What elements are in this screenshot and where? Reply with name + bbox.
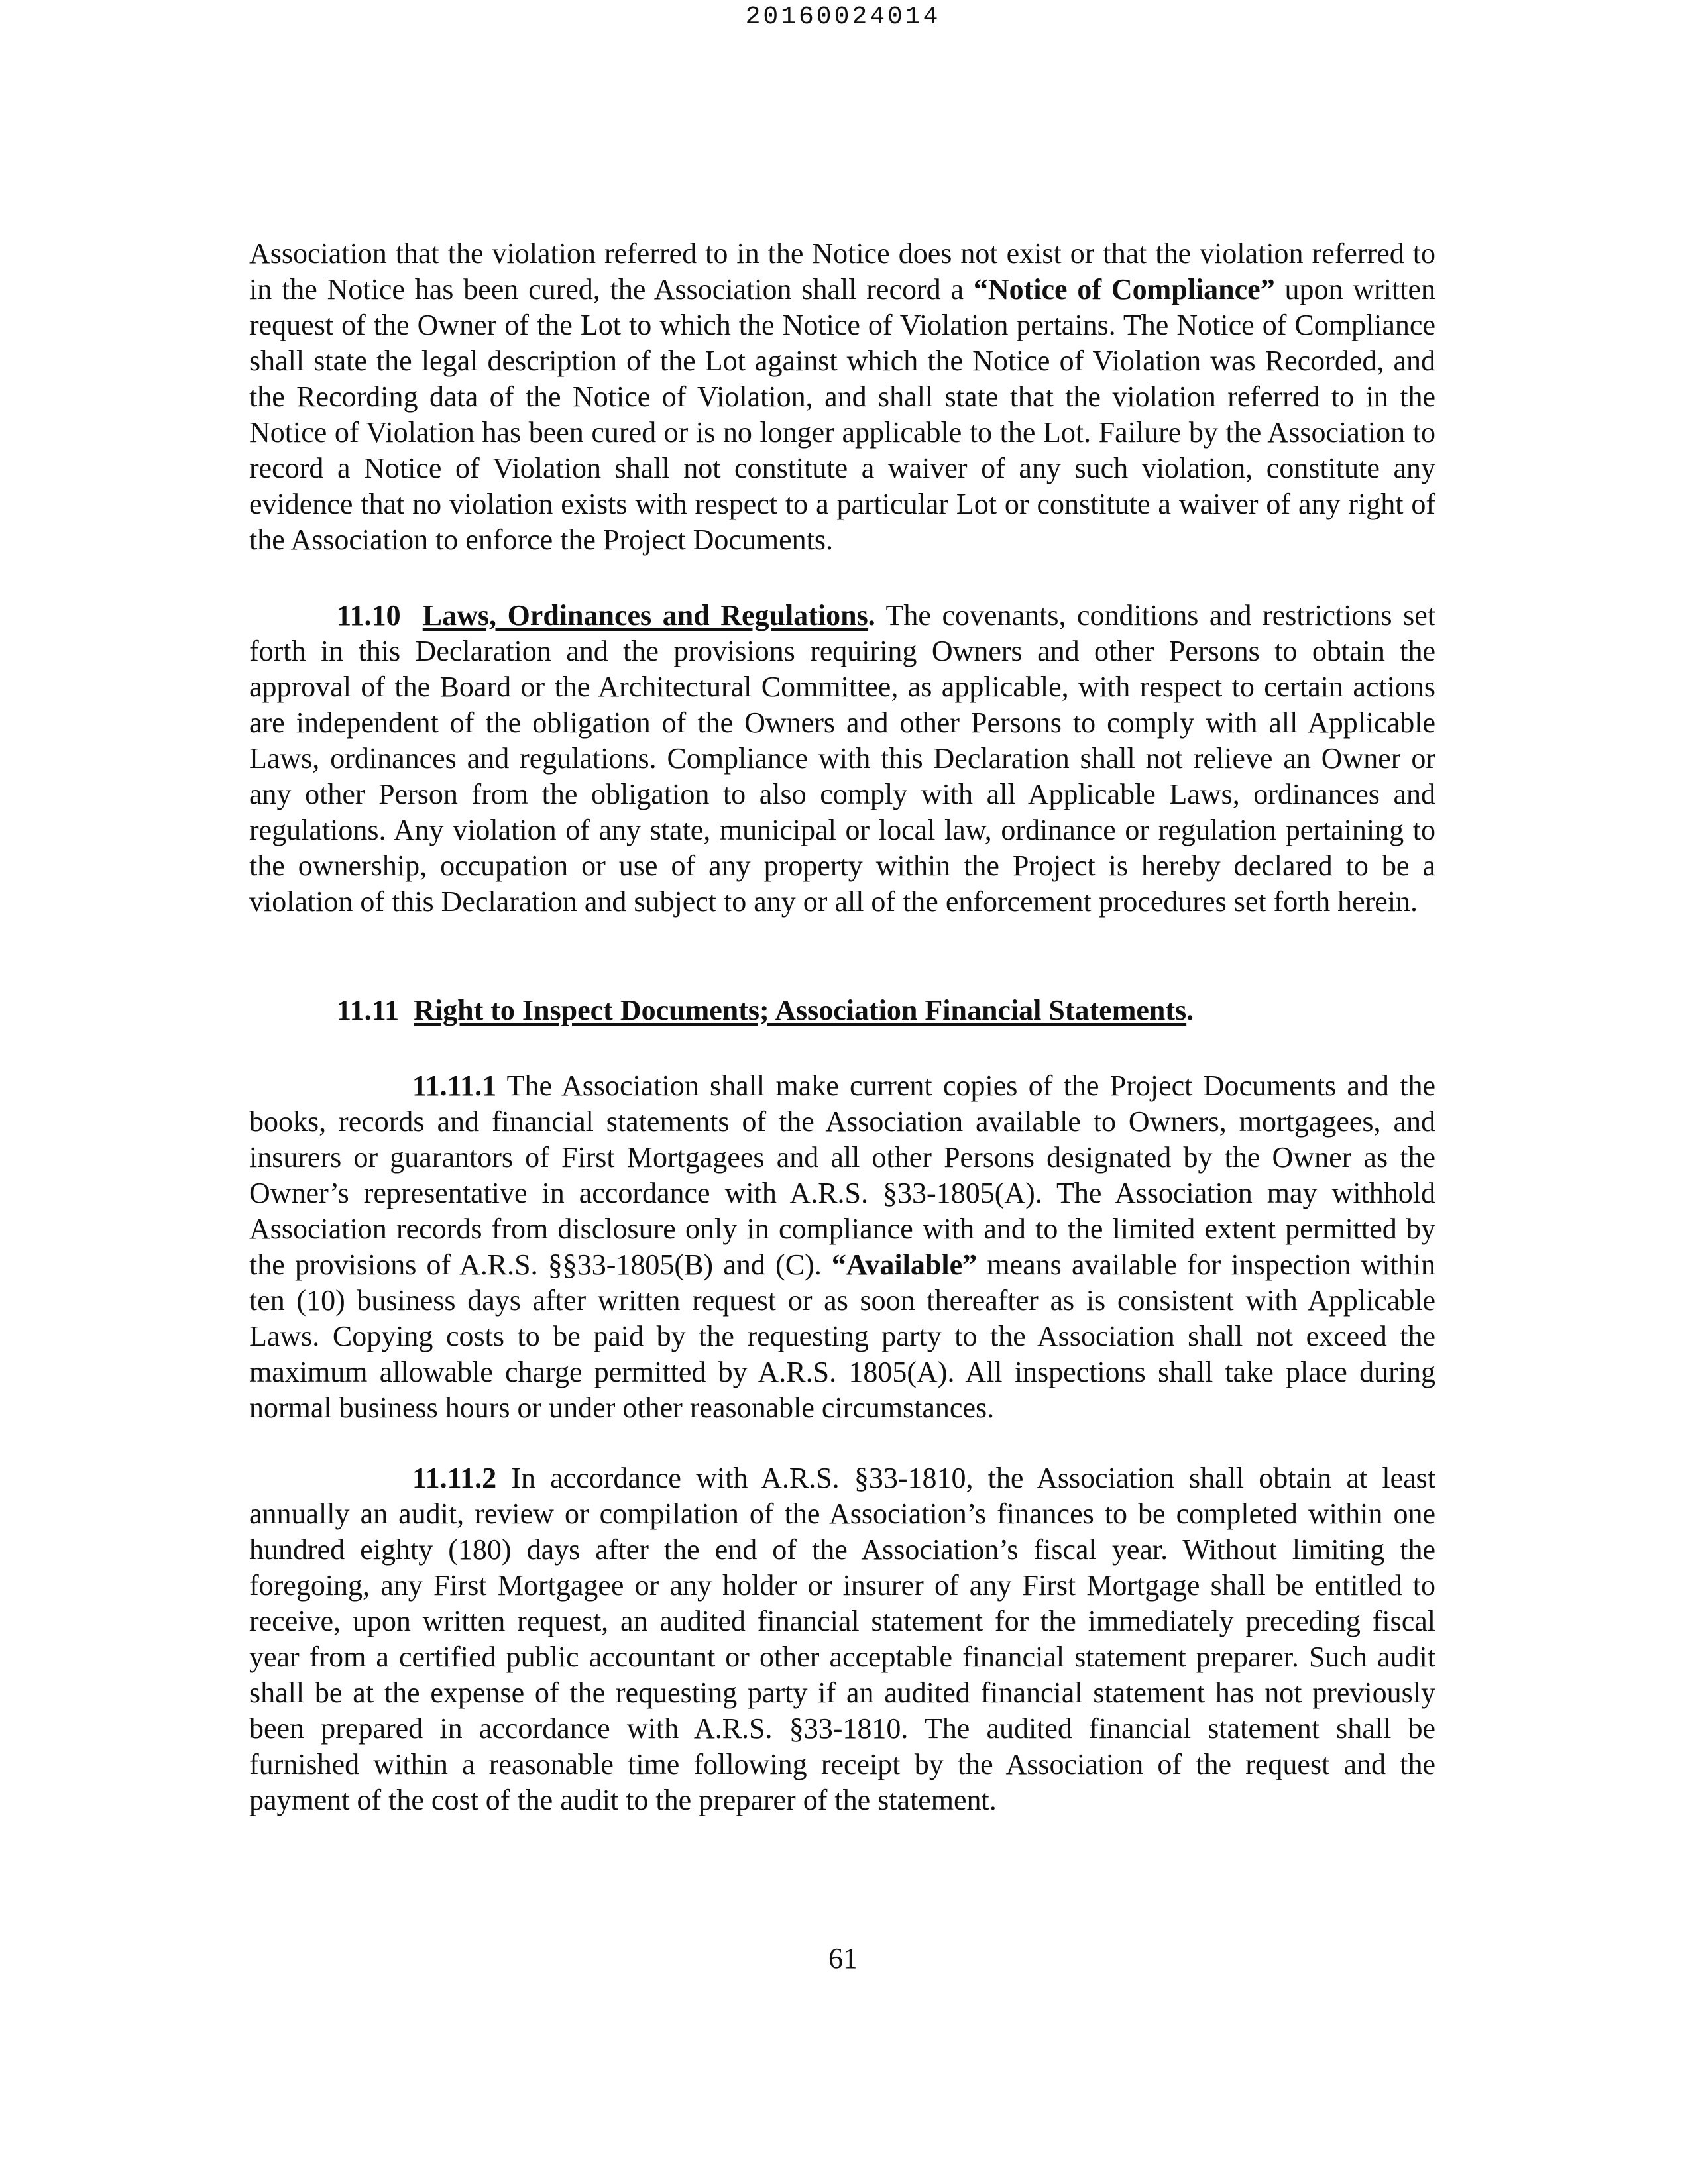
- paragraph-text: The Association shall make current copies of the Project Documents and the books, records and financial statements of the Association available to Owners, mortgagees, and insurers or guarantors of First Mortgagees and all other Persons designated by the Owner as the Owner’s representative in accordance with A.R.S. §33-1805(A). The Association may withhold Association records from disclosure only in compliance with and to the limited extent permitted by the provisions of A.R.S. §§33-1805(B) and (C).: [249, 1069, 1435, 1281]
- paragraph-text: means available for inspection within ten (10) business days after written request or as soon thereafter as is consistent with Applicable Laws. Copying costs to be paid by the requesting party to the Association shall not exceed the maximum allowable charge permitted by A.R.S. 1805(A). All inspections shall take place during normal business hours or under other reasonable circumstances.: [249, 1248, 1435, 1424]
- paragraph-text: upon written request of the Owner of the Lot to which the Notice of Violation pertains. The Notice of Compliance shall state the legal description of the Lot against which the Notice of Violation was Recorded, and the Recording data of the Notice of Violation, and shall state that the violation referred to in the Notice of Violation has been cured or is no longer applicable to the Lot. Failure by the Association to record a Notice of Violation shall not constitute a waiver of any such violation, constitute any evidence that no violation exists with respect to a particular Lot or constitute a waiver of any right of the Association to enforce the Project Documents.: [249, 273, 1435, 556]
- paragraph-text: The covenants, conditions and restrictions set forth in this Declaration and the provisions requiring Owners and other Persons to obtain the approval of the Board or the Architectural Committee, as applicable, with respect to certain actions are independent of the obligation of the Owners and other Persons to comply with all Applicable Laws, ordinances and regulations. Compliance with this Declaration shall not relieve an Owner or any other Person from the obligation to also comply with all Applicable Laws, ordinances and regulations. Any violation of any state, municipal or local law, ordinance or regulation pertaining to the ownership, occupation or use of any property within the Project is hereby declared to be a violation of this Declaration and subject to any or all of the enforcement procedures set forth herein.: [249, 599, 1436, 918]
- section-11-10: [249, 598, 1435, 920]
- paragraph-continuation: [249, 236, 1435, 558]
- paragraph-text: Association that the violation referred to in the Notice does not exist or that the violation referred to in the Notice has been cured, the Association shall record a: [249, 237, 1435, 305]
- section-11-11: [249, 993, 1435, 1028]
- section-title: Right to Inspect Documents; Association Financial Statements: [414, 994, 1187, 1026]
- section-number: 11.11: [337, 994, 400, 1026]
- subsection-number: 11.11.2: [412, 1462, 497, 1494]
- section-title-period: .: [1186, 994, 1194, 1026]
- section-11-11-1: [249, 1068, 1435, 1426]
- subsection-number: 11.11.1: [412, 1069, 497, 1102]
- page-number: 61: [828, 1942, 858, 1975]
- section-11-11-2: [249, 1460, 1435, 1818]
- section-number: 11.10: [337, 599, 401, 631]
- defined-term: “Available”: [831, 1248, 978, 1281]
- section-title: Laws, Ordinances and Regulations: [422, 599, 868, 631]
- defined-term: “Notice of Compliance”: [973, 273, 1275, 305]
- document-number: 20160024014: [745, 3, 941, 31]
- section-title-period: .: [868, 599, 875, 631]
- paragraph-text: In accordance with A.R.S. §33-1810, the Association shall obtain at least annually an audit, review or compilation of the Association’s finances to be completed within one hundred eighty (180) days after the end of the Association’s fiscal year. Without limiting the foregoing, any First Mortgagee or any holder or insurer of any First Mortgage shall be entitled to receive, upon written request, an audited financial statement for the immediately preceding fiscal year from a certified public accountant or other acceptable financial statement preparer. Such audit shall be at the expense of the requesting party if an audited financial statement has not previously been prepared in accordance with A.R.S. §33-1810. The audited financial statement shall be furnished within a reasonable time following receipt by the Association of the request and the payment of the cost of the audit to the preparer of the statement.: [249, 1462, 1435, 1816]
